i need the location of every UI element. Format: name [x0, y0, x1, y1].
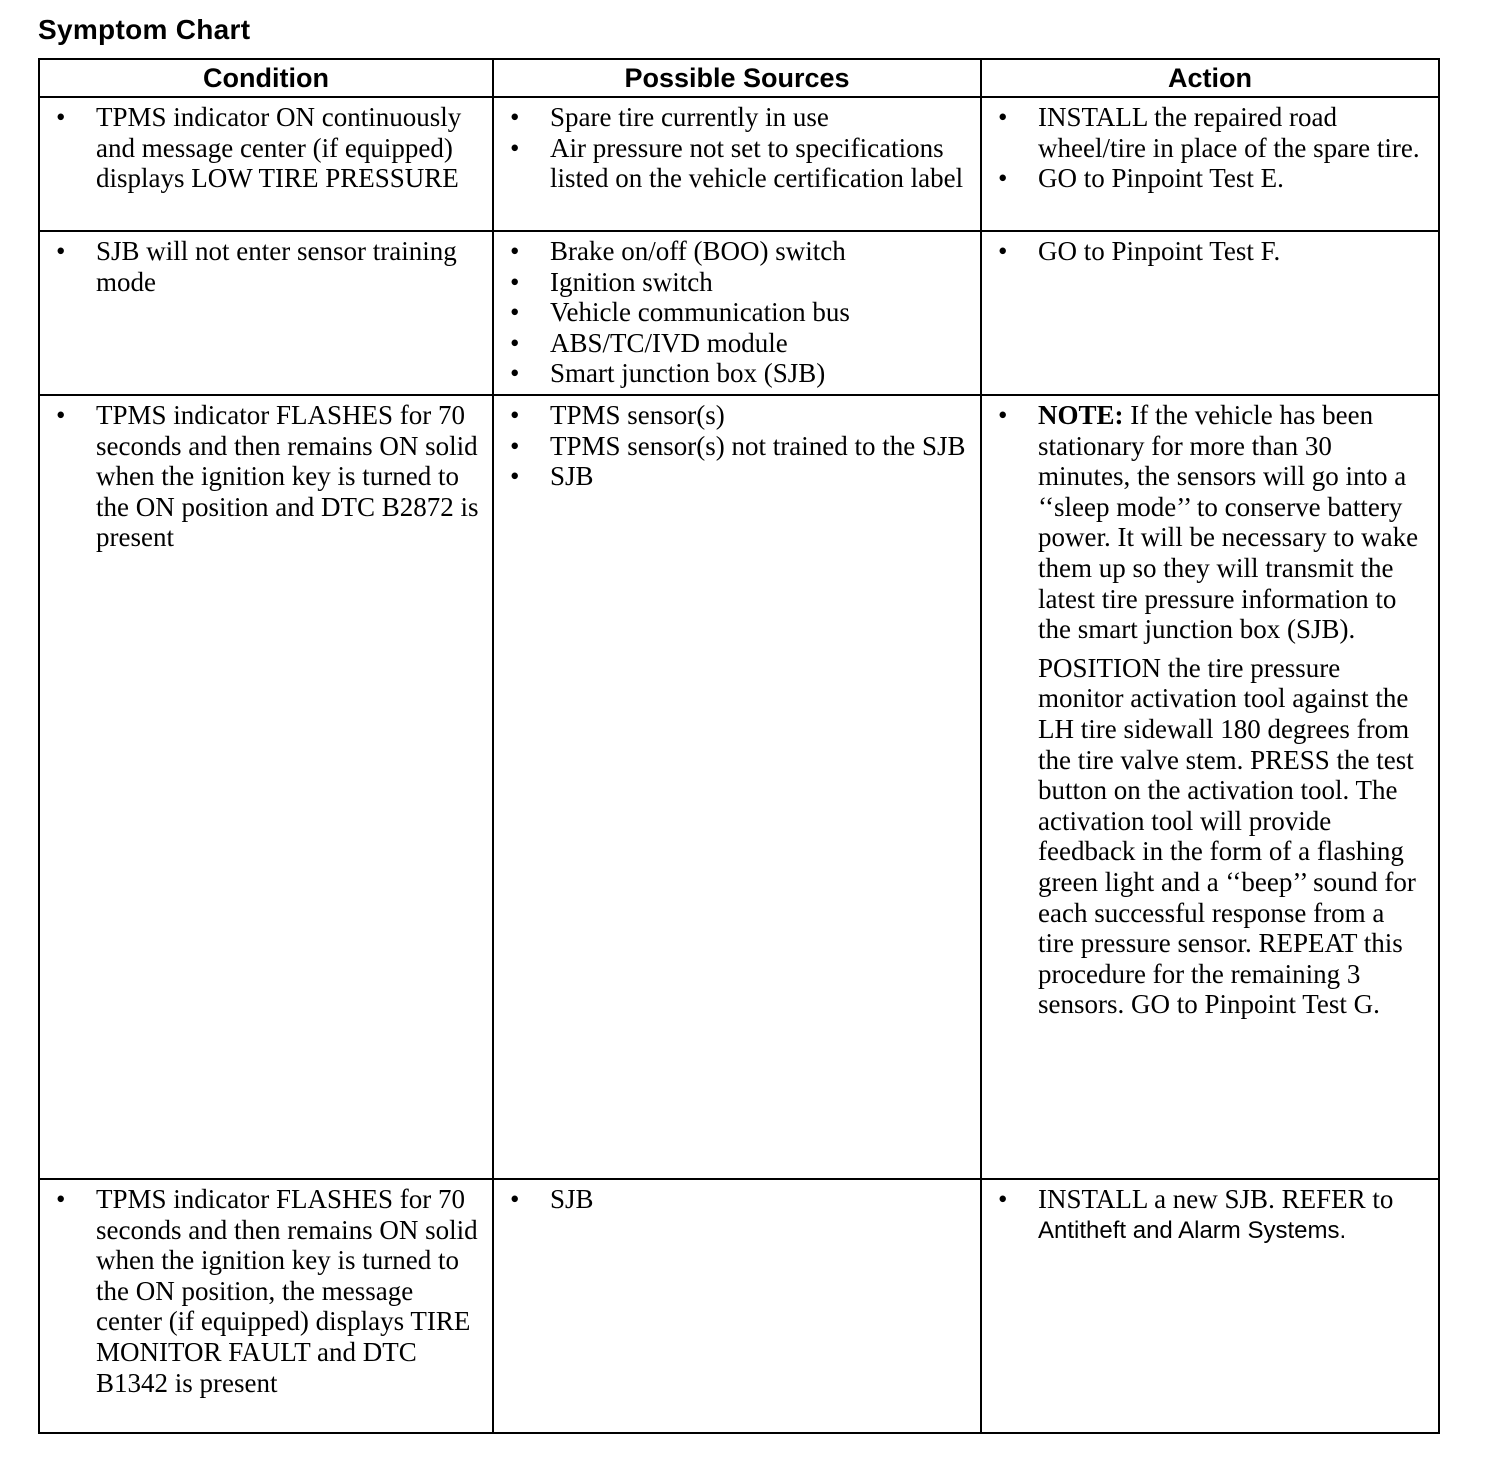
action-text: GO to Pinpoint Test E. — [1038, 163, 1284, 194]
condition-item — [52, 1184, 480, 1398]
action-text: INSTALL a new SJB. REFER to — [1038, 1184, 1394, 1214]
source-item — [506, 328, 968, 359]
sources-cell — [493, 97, 981, 231]
source-item — [506, 431, 968, 462]
condition-text: SJB will not enter sensor training mode — [96, 236, 457, 297]
source-text: TPMS sensor(s) — [550, 400, 725, 430]
bullet-icon: • — [510, 236, 520, 266]
bullet-icon: • — [510, 400, 520, 430]
source-item — [506, 267, 968, 298]
bullet-icon: • — [510, 461, 520, 492]
source-item — [506, 236, 968, 267]
source-item — [506, 358, 968, 389]
bullet-icon: • — [510, 327, 520, 358]
source-text: Vehicle communication bus — [550, 297, 850, 328]
bullet-icon: • — [56, 102, 66, 132]
source-text: Smart junction box (SJB) — [550, 358, 826, 389]
source-item — [506, 133, 968, 194]
source-text: Ignition switch — [550, 266, 713, 297]
sources-cell — [493, 395, 981, 1179]
condition-cell — [39, 97, 493, 231]
note-label: NOTE: — [1038, 400, 1124, 430]
bullet-icon: • — [998, 163, 1008, 194]
condition-cell — [39, 231, 493, 395]
bullet-icon: • — [56, 400, 66, 430]
action-item — [994, 163, 1426, 194]
bullet-icon: • — [510, 102, 520, 132]
header-row — [39, 59, 1439, 97]
page-title: Symptom Chart — [38, 14, 251, 45]
reference-link[interactable]: Antitheft and Alarm Systems. — [1038, 1216, 1347, 1244]
source-item — [506, 297, 968, 328]
symptom-table — [38, 58, 1440, 1434]
action-cell — [981, 395, 1439, 1179]
condition-text: TPMS indicator ON continuously and message center (if equipped) displays LOW TIRE PRESSURE — [96, 102, 462, 194]
bullet-icon: • — [998, 400, 1008, 430]
bullet-icon: • — [510, 297, 520, 328]
action-text: INSTALL the repaired road wheel/tire in place of the spare tire. — [1038, 102, 1420, 163]
column-header-possible-sources: Possible Sources — [493, 59, 981, 97]
action-cell — [981, 231, 1439, 395]
column-header-condition: Condition — [39, 59, 493, 97]
bullet-icon: • — [510, 430, 520, 461]
source-text: SJB — [550, 461, 594, 492]
action-cell — [981, 1179, 1439, 1433]
action-text: GO to Pinpoint Test F. — [1038, 236, 1281, 266]
source-text: SJB — [550, 1184, 594, 1214]
condition-cell — [39, 395, 493, 1179]
bullet-icon: • — [510, 132, 520, 163]
note-text: If the vehicle has been stationary for more than 30 minutes, the sensors will go into a ‘‘sleep mode’’ to conserve battery power. It will be necessary to wake them up so they will transmit the latest tire pressure information to the smart junction box (SJB). — [1038, 400, 1419, 645]
sources-cell — [493, 231, 981, 395]
table-row — [39, 1179, 1439, 1433]
table-row — [39, 395, 1439, 1179]
bullet-icon: • — [56, 236, 66, 266]
action-cell — [981, 97, 1439, 231]
bullet-icon: • — [998, 102, 1008, 132]
source-item — [506, 461, 968, 492]
bullet-icon: • — [56, 1184, 66, 1214]
condition-cell — [39, 1179, 493, 1433]
condition-item — [52, 102, 480, 194]
source-text: TPMS sensor(s) not trained to the SJB — [550, 430, 966, 461]
table-row — [39, 231, 1439, 395]
source-item — [506, 400, 968, 431]
condition-text: TPMS indicator FLASHES for 70 seconds and then remains ON solid when the ignition key is turned to the ON position, the message center (if equipped) displays TIRE MONITOR FAULT and DTC B1342 is present — [96, 1184, 478, 1398]
procedure-text: POSITION the tire pressure monitor activation tool against the LH tire sidewall 180 degrees from the tire valve stem. PRESS the test button on the activation tool. The activation tool will provide feedback in the form of a flashing green light and a ‘‘beep’’ sound for each successful response from a tire pressure sensor. REPEAT this procedure for the remaining 3 sensors. GO to Pinpoint Test G. — [1038, 652, 1416, 1020]
column-header-action: Action — [981, 59, 1439, 97]
source-text: ABS/TC/IVD module — [550, 327, 788, 358]
action-item — [994, 1184, 1426, 1247]
condition-item — [52, 400, 480, 553]
bullet-icon: • — [510, 266, 520, 297]
source-item — [506, 102, 968, 133]
bullet-icon: • — [510, 358, 520, 389]
condition-text: TPMS indicator FLASHES for 70 seconds and then remains ON solid when the ignition key is turned to the ON position and DTC B2872 is present — [96, 400, 479, 553]
action-item — [994, 400, 1426, 1020]
action-item — [994, 102, 1426, 163]
source-text: Spare tire currently in use — [550, 102, 829, 132]
source-text: Air pressure not set to specifications listed on the vehicle certification label — [550, 132, 964, 194]
sources-cell — [493, 1179, 981, 1433]
source-text: Brake on/off (BOO) switch — [550, 236, 846, 266]
action-item — [994, 236, 1426, 267]
table-row — [39, 97, 1439, 231]
bullet-icon: • — [998, 1184, 1008, 1214]
condition-item — [52, 236, 480, 297]
bullet-icon: • — [510, 1184, 520, 1214]
source-item — [506, 1184, 968, 1215]
bullet-icon: • — [998, 236, 1008, 266]
